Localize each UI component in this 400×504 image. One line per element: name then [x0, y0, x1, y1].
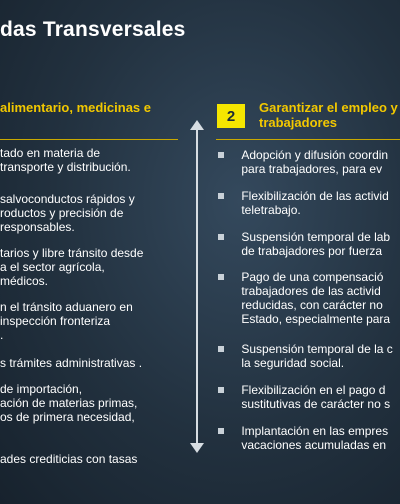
- arrow-down-icon: [190, 443, 204, 453]
- left-item-4-line-3: .: [0, 328, 4, 342]
- right-item-6-line-2: sustitutivas de carácter no s: [241, 397, 391, 411]
- right-item-5-line-2: la seguridad social.: [241, 356, 345, 370]
- left-item-3-line-3: médicos.: [0, 274, 49, 288]
- right-item-2-line-1: Flexibilización de las activid: [241, 189, 389, 203]
- right-item-7: [218, 424, 388, 452]
- bullet-icon: [218, 387, 224, 393]
- left-item-4-line-2: inspección fronteriza: [0, 314, 111, 328]
- left-item-2-line-1: salvoconductos rápidos y: [0, 192, 135, 206]
- left-item-6-line-3: os de primera necesidad,: [0, 410, 135, 424]
- left-item-3: [0, 246, 143, 288]
- right-item-2-line-2: teletrabajo.: [241, 203, 301, 217]
- right-column-heading: [259, 100, 398, 130]
- left-item-3-line-1: tarios y libre tránsito desde: [0, 246, 144, 260]
- bullet-icon: [218, 274, 224, 280]
- left-item-6-line-1: de importación,: [0, 382, 83, 396]
- left-item-2-line-3: responsables.: [0, 220, 75, 234]
- left-item-2-line-2: roductos y precisión de: [0, 206, 124, 220]
- right-item-4-line-3: reducidas, con carácter no: [241, 298, 383, 312]
- bullet-icon: [218, 234, 224, 240]
- right-item-4: [218, 270, 390, 326]
- column-divider: [196, 128, 198, 444]
- right-item-4-line-1: Pago de una compensació: [241, 270, 384, 284]
- left-item-1-line-1: tado en materia de: [0, 146, 101, 160]
- right-item-2: [218, 189, 389, 217]
- right-item-1-line-1: Adopción y difusión coordin: [241, 148, 389, 162]
- right-item-3-line-2: de trabajadores por fuerza: [241, 244, 383, 258]
- right-heading-underline: [216, 139, 400, 140]
- bullet-icon: [218, 193, 224, 199]
- left-item-6-line-2: ación de materias primas,: [0, 396, 138, 410]
- right-item-1-line-2: para trabajadores, para ev: [241, 162, 383, 176]
- left-item-2: [0, 192, 135, 234]
- bullet-icon: [218, 346, 224, 352]
- right-item-6-line-1: Flexibilización en el pago d: [241, 383, 386, 397]
- slide-title: das Transversales: [0, 18, 186, 41]
- left-item-4-line-1: n el tránsito aduanero en: [0, 300, 133, 314]
- left-item-5: [0, 356, 142, 370]
- bullet-icon: [218, 428, 224, 434]
- left-column-heading: alimentario, medicinas e: [0, 100, 152, 115]
- right-item-5: [218, 342, 393, 370]
- right-item-7-line-1: Implantación en las empres: [241, 424, 389, 438]
- left-heading-underline: [0, 139, 178, 140]
- right-heading-line-2: trabajadores: [259, 115, 338, 130]
- right-item-4-line-4: Estado, especialmente para: [241, 312, 391, 326]
- number-badge: 2: [217, 104, 245, 128]
- right-item-1: [218, 148, 388, 176]
- left-item-5-line-1: s trámites administrativas .: [0, 356, 143, 370]
- right-item-7-line-2: vacaciones acumuladas en: [241, 438, 387, 452]
- left-item-6: [0, 382, 137, 424]
- left-item-7-line-1: ades crediticias con tasas: [0, 452, 138, 466]
- left-item-1-line-2: transporte y distribución.: [0, 160, 131, 174]
- right-heading-line-1: Garantizar el empleo y: [259, 100, 398, 115]
- right-item-3-line-1: Suspensión temporal de lab: [241, 230, 391, 244]
- left-item-4: [0, 300, 133, 342]
- right-item-5-line-1: Suspensión temporal de la c: [241, 342, 393, 356]
- left-item-3-line-2: a el sector agrícola,: [0, 260, 105, 274]
- right-item-4-line-2: trabajadores de las activid: [241, 284, 381, 298]
- bullet-icon: [218, 152, 224, 158]
- left-item-7: [0, 452, 137, 466]
- right-item-6: [218, 383, 390, 411]
- right-item-3: [218, 230, 390, 258]
- left-item-1: [0, 146, 131, 174]
